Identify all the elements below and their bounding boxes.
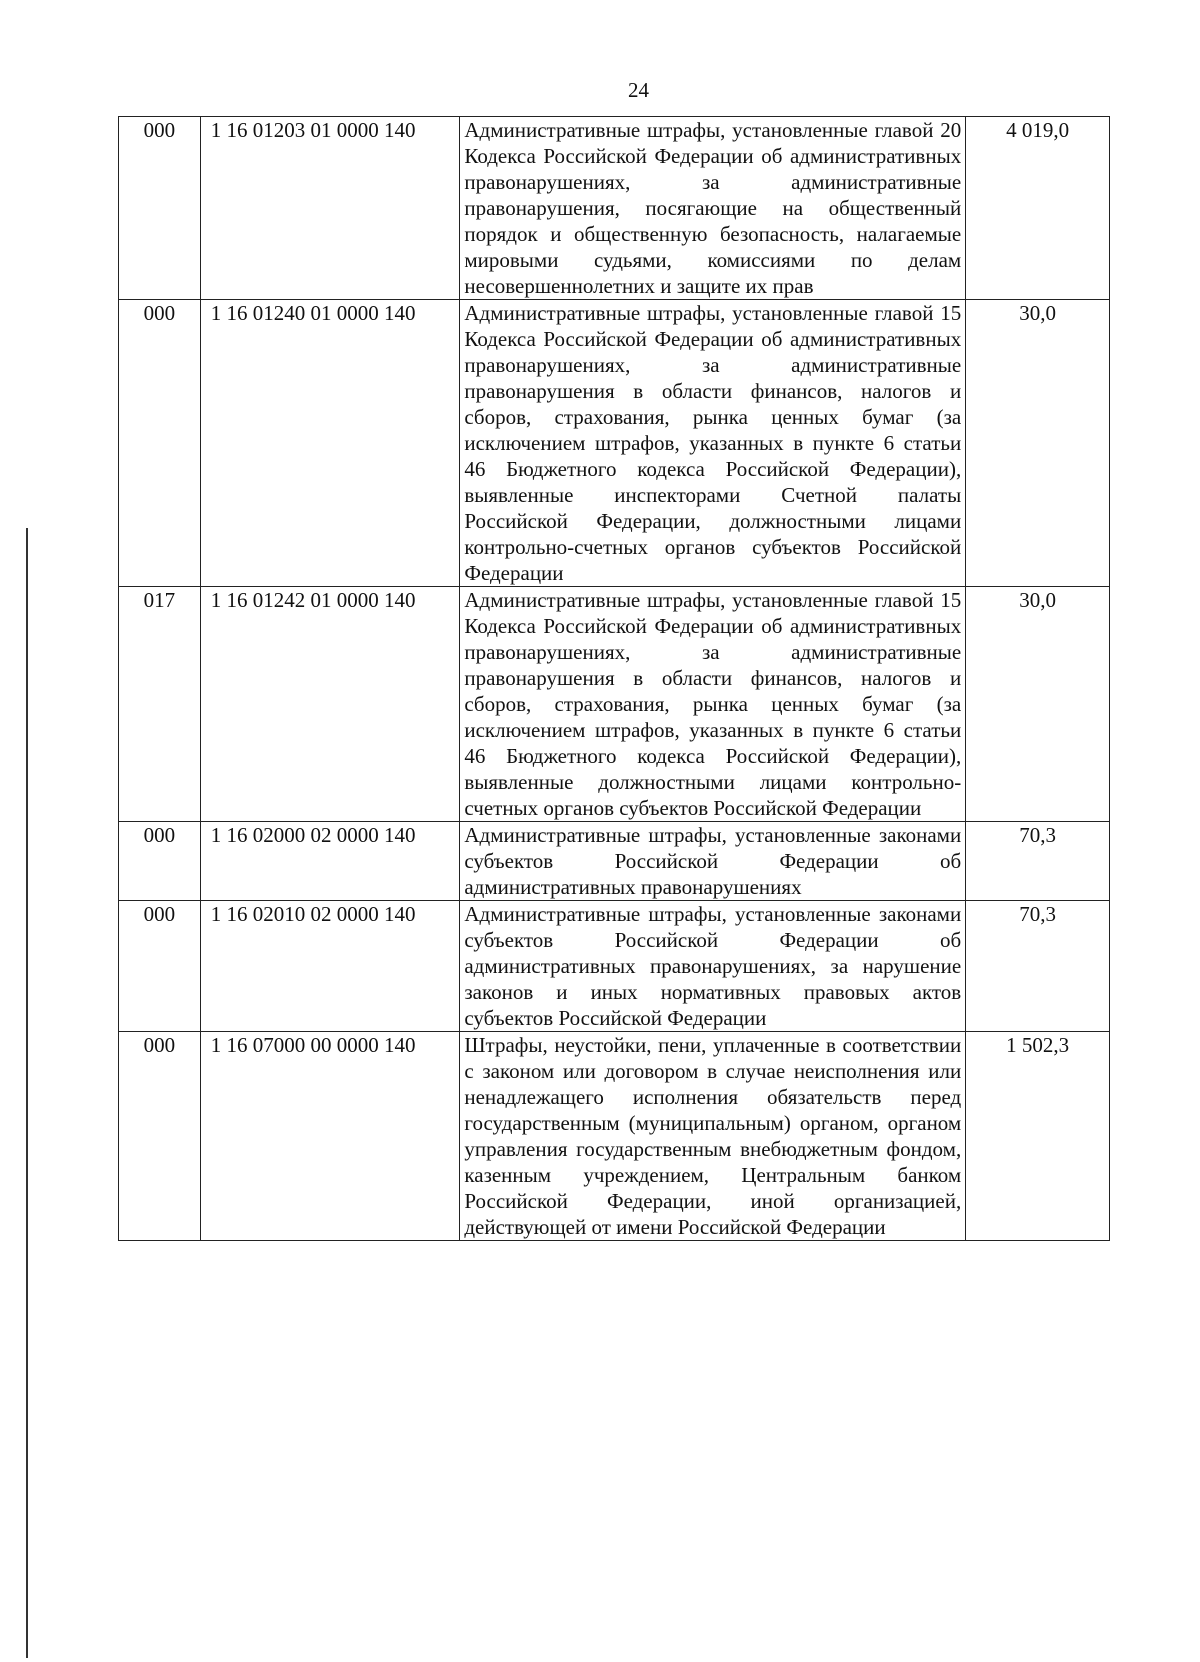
revenue-name-cell: Административные штрафы, установленные главой 20 Кодекса Российской Федерации об административных правонарушениях, за административные правонарушения, посягающие на общественный порядок и общественную безопасность, налагаемые мировыми судьями, комиссиями по делам несовершеннолетних и защите их прав (460, 117, 966, 300)
revenue-name-cell: Штрафы, неустойки, пени, уплаченные в соответствии с законом или договором в случае неисполнения или ненадлежащего исполнения обязательств перед государственным (муниципальным) органом, органом управления государственным внебюджетным фондом, казенным учреждением, Центральным банком Российской Федерации, иной организацией, действующей от имени Российской Федерации (460, 1032, 966, 1241)
table-row (119, 587, 1110, 822)
revenue-name-cell: Административные штрафы, установленные главой 15 Кодекса Российской Федерации об административных правонарушениях, за административные правонарушения в области финансов, налогов и сборов, страхования, рынка ценных бумаг (за исключением штрафов, указанных в пункте 6 статьи 46 Бюджетного кодекса Российской Федерации), выявленные инспекторами Счетной палаты Российской Федерации, должностными лицами контрольно-счетных органов субъектов Российской Федерации (460, 300, 966, 587)
kbk-code-cell: 1 16 01242 01 0000 140 (200, 587, 460, 822)
amount-cell: 30,0 (966, 300, 1110, 587)
table-row (119, 822, 1110, 901)
kbk-code-cell: 1 16 01240 01 0000 140 (200, 300, 460, 587)
kbk-code-cell: 1 16 02010 02 0000 140 (200, 901, 460, 1032)
table-row (119, 1032, 1110, 1241)
revenue-name-cell: Административные штрафы, установленные законами субъектов Российской Федерации об административных правонарушениях, за нарушение законов и иных нормативных правовых актов субъектов Российской Федерации (460, 901, 966, 1032)
scan-edge-line (26, 528, 28, 1658)
table-row (119, 901, 1110, 1032)
admin-code-cell: 000 (119, 300, 201, 587)
revenue-table (118, 116, 1110, 1241)
table-row (119, 300, 1110, 587)
amount-cell: 70,3 (966, 822, 1110, 901)
kbk-code-cell: 1 16 01203 01 0000 140 (200, 117, 460, 300)
admin-code-cell: 000 (119, 117, 201, 300)
amount-cell: 30,0 (966, 587, 1110, 822)
revenue-name-cell: Административные штрафы, установленные главой 15 Кодекса Российской Федерации об административных правонарушениях, за административные правонарушения в области финансов, налогов и сборов, страхования, рынка ценных бумаг (за исключением штрафов, указанных в пункте 6 статьи 46 Бюджетного кодекса Российской Федерации), выявленные должностными лицами контрольно-счетных органов субъектов Российской Федерации (460, 587, 966, 822)
kbk-code-cell: 1 16 02000 02 0000 140 (200, 822, 460, 901)
page-number: 24 (628, 78, 649, 102)
admin-code-cell: 000 (119, 822, 201, 901)
amount-cell: 1 502,3 (966, 1032, 1110, 1241)
admin-code-cell: 000 (119, 901, 201, 1032)
table-row (119, 117, 1110, 300)
admin-code-cell: 017 (119, 587, 201, 822)
admin-code-cell: 000 (119, 1032, 201, 1241)
amount-cell: 70,3 (966, 901, 1110, 1032)
amount-cell: 4 019,0 (966, 117, 1110, 300)
kbk-code-cell: 1 16 07000 00 0000 140 (200, 1032, 460, 1241)
revenue-name-cell: Административные штрафы, установленные законами субъектов Российской Федерации об административных правонарушениях (460, 822, 966, 901)
